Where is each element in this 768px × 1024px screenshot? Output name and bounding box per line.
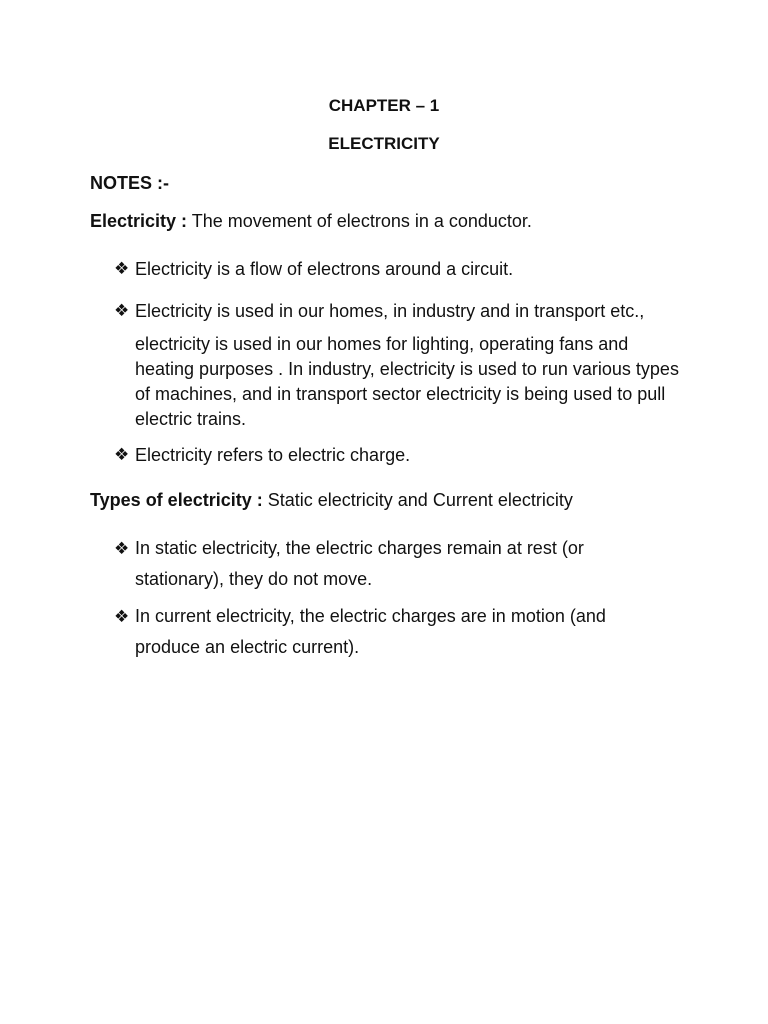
definition-text: The movement of electrons in a conductor. [191, 211, 532, 231]
notes-label: NOTES :- [90, 173, 169, 193]
bullet-diamond-icon: ❖ [114, 259, 130, 278]
definition-term: Electricity : [90, 211, 188, 231]
list-item-text: Electricity refers to electric charge. [135, 445, 411, 465]
bullet-diamond-icon: ❖ [114, 539, 130, 558]
chapter-heading: CHAPTER – 1 [328, 96, 440, 115]
list-item [135, 533, 610, 595]
bullet-diamond-icon: ❖ [114, 301, 130, 320]
list-item-text: In current electricity, the electric charges are in motion (and produce an electric current). [135, 606, 606, 657]
list-item [135, 300, 695, 322]
bullet-diamond-icon: ❖ [114, 607, 130, 626]
list-item [135, 601, 635, 663]
list-item [135, 258, 695, 280]
types-line [90, 489, 573, 511]
list-item [135, 444, 695, 466]
list-item-text: Electricity is a flow of electrons around a circuit. [135, 259, 514, 279]
bullet-diamond-icon: ❖ [114, 445, 130, 464]
list-item-text: In static electricity, the electric charges remain at rest (or stationary), they do not move. [135, 538, 584, 589]
list-item-continuation: electricity is used in our homes for lighting, operating fans and heating purposes . In industry, electricity is used to run various types of machines, and in transport sector electricity is being used to pull electric trains. [135, 334, 679, 429]
definition-line [90, 210, 532, 232]
list-item-text: Electricity is used in our homes, in industry and in transport etc., [135, 301, 645, 321]
types-text: Static electricity and Current electricity [267, 490, 573, 510]
page-title: ELECTRICITY [328, 134, 440, 153]
types-term: Types of electricity : [90, 490, 263, 510]
